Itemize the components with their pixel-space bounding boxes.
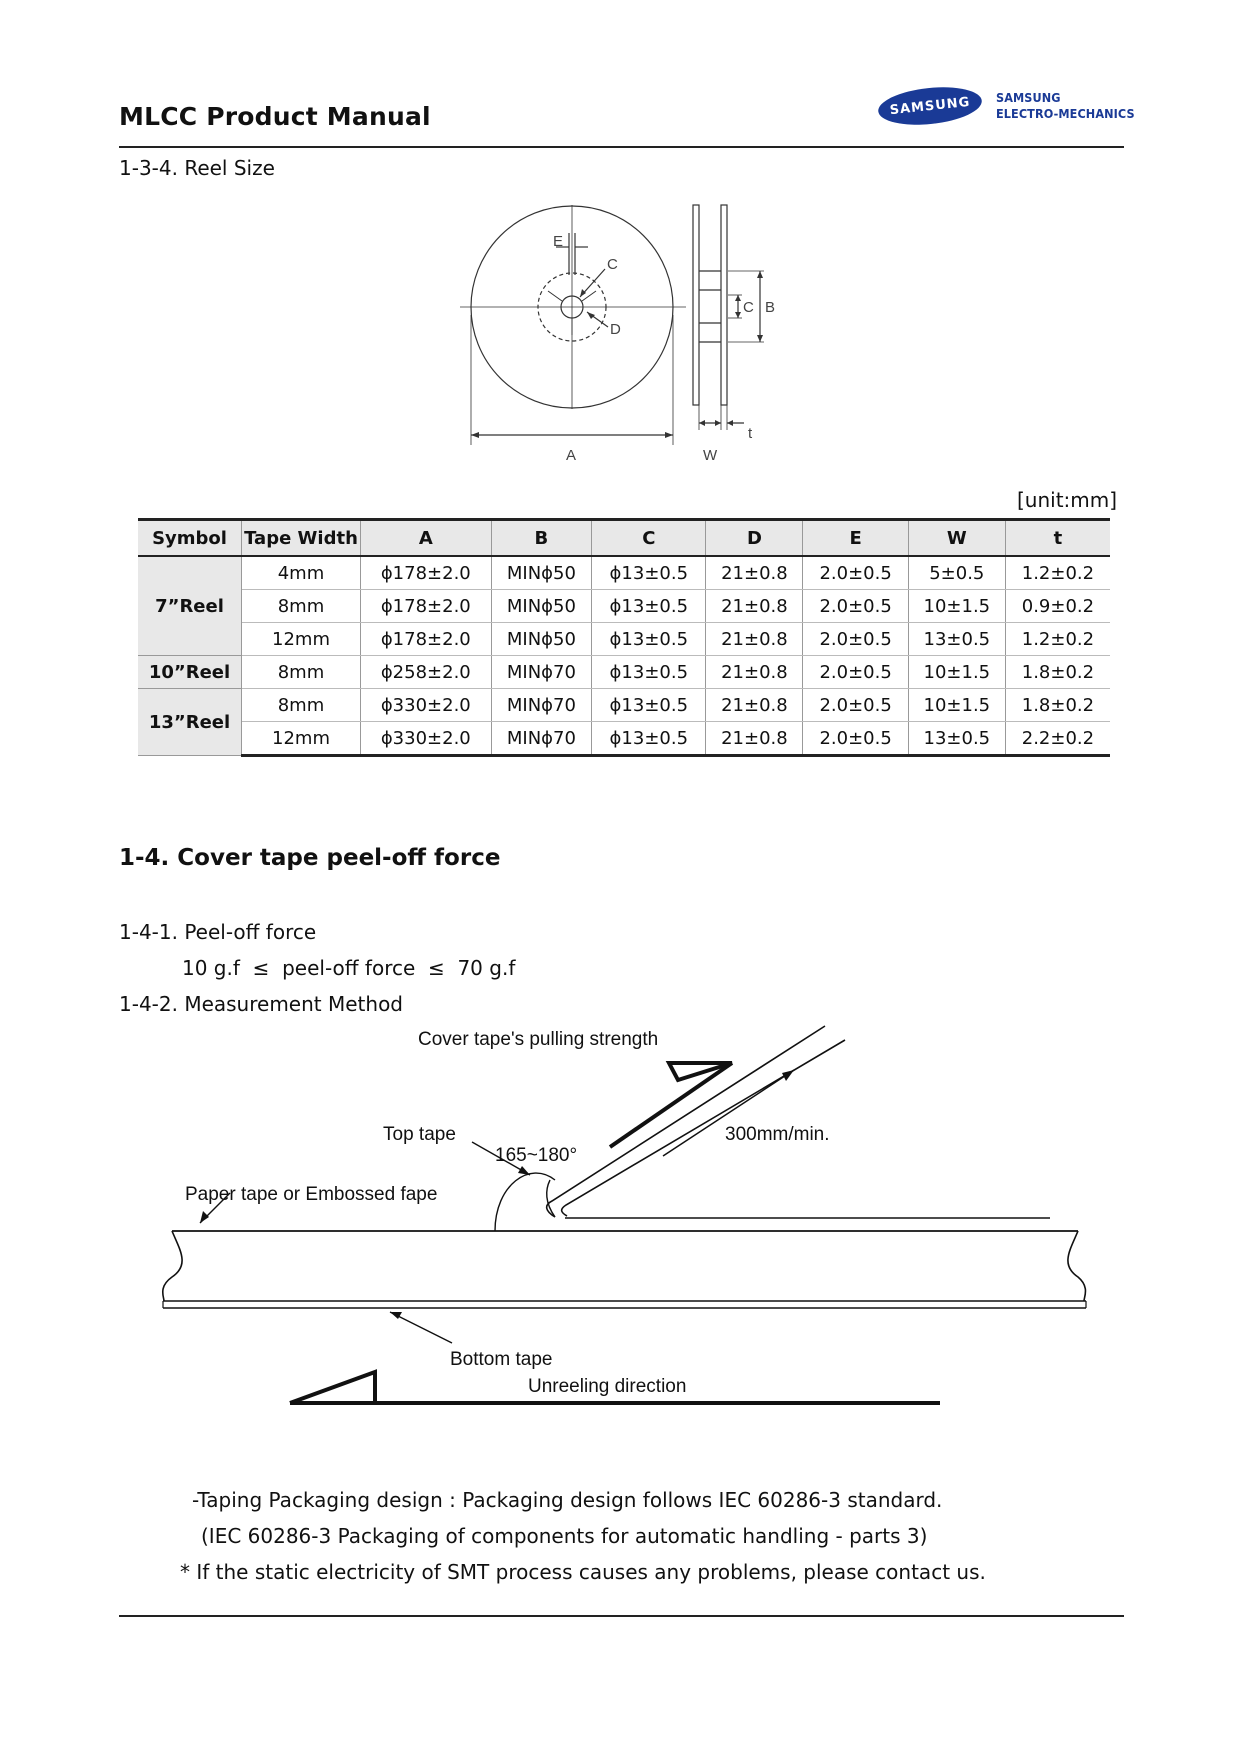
table-cell: 8mm: [242, 689, 361, 722]
table-row: [138, 722, 1110, 756]
table-cell: 1.2±0.2: [1005, 623, 1110, 656]
unreeling-direction-label: Unreeling direction: [528, 1376, 687, 1397]
table-cell: ϕ13±0.5: [592, 656, 706, 689]
label-e: E: [553, 233, 564, 250]
table-cell: 2.0±0.5: [803, 556, 908, 590]
table-cell: 1.2±0.2: [1005, 556, 1110, 590]
table-cell: 21±0.8: [706, 590, 803, 623]
col-header: W: [908, 520, 1005, 557]
table-cell: ϕ178±2.0: [361, 556, 492, 590]
table-cell: 10±1.5: [908, 689, 1005, 722]
table-cell: 1.8±0.2: [1005, 656, 1110, 689]
pulling-strength-label: Cover tape's pulling strength: [418, 1029, 659, 1050]
table-cell: ϕ13±0.5: [592, 689, 706, 722]
col-header: D: [706, 520, 803, 557]
footer-divider: [119, 1615, 1124, 1617]
table-cell: 8mm: [242, 656, 361, 689]
table-cell: 10±1.5: [908, 590, 1005, 623]
symbol-cell: 13”Reel: [138, 689, 242, 756]
table-cell: 10±1.5: [908, 656, 1005, 689]
table-cell: 21±0.8: [706, 656, 803, 689]
measurement-method-subheading: 1-4-2. Measurement Method: [119, 992, 403, 1016]
packaging-note-2: (IEC 60286-3 Packaging of components for automatic handling - parts 3): [201, 1524, 928, 1548]
table-row: [138, 623, 1110, 656]
table-cell: ϕ178±2.0: [361, 590, 492, 623]
reel-diagram: [460, 195, 800, 470]
col-header: E: [803, 520, 908, 557]
samsung-logo: SAMSUNG: [876, 83, 983, 130]
table-cell: 2.0±0.5: [803, 722, 908, 756]
table-row: [138, 656, 1110, 689]
label-w: W: [703, 447, 718, 464]
unit-label: [unit:mm]: [1017, 488, 1118, 512]
table-cell: ϕ13±0.5: [592, 556, 706, 590]
top-tape-label: Top tape: [383, 1124, 456, 1145]
table-cell: 12mm: [242, 722, 361, 756]
angle-label: 165~180°: [495, 1145, 578, 1166]
col-header: C: [592, 520, 706, 557]
table-header-row: [138, 520, 1110, 557]
table-cell: MINϕ70: [491, 656, 592, 689]
table-cell: 21±0.8: [706, 623, 803, 656]
paper-tape-label: Paper tape or Embossed fape: [185, 1184, 438, 1205]
table-cell: 12mm: [242, 623, 361, 656]
col-header: B: [491, 520, 592, 557]
page-title: MLCC Product Manual: [119, 102, 431, 131]
company-name: SAMSUNG ELECTRO-MECHANICS: [996, 90, 1135, 121]
label-d: D: [610, 321, 621, 338]
col-header: Symbol: [138, 520, 242, 557]
table-cell: 8mm: [242, 590, 361, 623]
peel-off-heading: 1-4. Cover tape peel-off force: [119, 845, 501, 871]
peel-off-force-subheading: 1-4-1. Peel-off force: [119, 920, 317, 944]
table-cell: ϕ13±0.5: [592, 623, 706, 656]
label-c-side: C: [743, 299, 754, 316]
static-electricity-note: * If the static electricity of SMT process causes any problems, please contact us.: [180, 1560, 986, 1584]
label-c: C: [607, 256, 618, 273]
table-cell: 21±0.8: [706, 722, 803, 756]
table-cell: 21±0.8: [706, 556, 803, 590]
table-cell: 13±0.5: [908, 722, 1005, 756]
symbol-cell: 10”Reel: [138, 656, 242, 689]
table-cell: 1.8±0.2: [1005, 689, 1110, 722]
label-b: B: [765, 299, 776, 316]
table-cell: ϕ13±0.5: [592, 722, 706, 756]
table-cell: ϕ330±2.0: [361, 722, 492, 756]
peel-off-force-formula: 10 g.f ≤ peel-off force ≤ 70 g.f: [182, 956, 516, 980]
table-cell: 2.0±0.5: [803, 623, 908, 656]
table-row: [138, 556, 1110, 590]
bottom-tape-label: Bottom tape: [450, 1349, 553, 1370]
header-divider: [119, 146, 1124, 148]
table-cell: MINϕ70: [491, 722, 592, 756]
table-cell: ϕ330±2.0: [361, 689, 492, 722]
table-cell: ϕ178±2.0: [361, 623, 492, 656]
reel-size-table: [138, 518, 1110, 757]
col-header: t: [1005, 520, 1110, 557]
table-cell: 0.9±0.2: [1005, 590, 1110, 623]
table-cell: 2.0±0.5: [803, 590, 908, 623]
table-cell: 13±0.5: [908, 623, 1005, 656]
peel-test-diagram: [150, 1015, 1100, 1445]
table-cell: 2.0±0.5: [803, 656, 908, 689]
table-row: [138, 689, 1110, 722]
table-cell: 4mm: [242, 556, 361, 590]
table-cell: MINϕ50: [491, 590, 592, 623]
label-a: A: [566, 447, 577, 464]
symbol-cell: 7”Reel: [138, 556, 242, 656]
col-header: Tape Width: [242, 520, 361, 557]
reel-size-heading: 1-3-4. Reel Size: [119, 156, 275, 180]
table-cell: ϕ258±2.0: [361, 656, 492, 689]
label-t: t: [748, 425, 753, 442]
table-cell: 2.0±0.5: [803, 689, 908, 722]
table-cell: ϕ13±0.5: [592, 590, 706, 623]
table-cell: MINϕ70: [491, 689, 592, 722]
table-cell: 21±0.8: [706, 689, 803, 722]
table-row: [138, 590, 1110, 623]
speed-label: 300mm/min.: [725, 1124, 830, 1145]
table-cell: MINϕ50: [491, 623, 592, 656]
table-cell: 2.2±0.2: [1005, 722, 1110, 756]
table-cell: MINϕ50: [491, 556, 592, 590]
col-header: A: [361, 520, 492, 557]
packaging-note-1: -Taping Packaging design : Packaging design follows IEC 60286-3 standard.: [192, 1488, 943, 1512]
table-cell: 5±0.5: [908, 556, 1005, 590]
